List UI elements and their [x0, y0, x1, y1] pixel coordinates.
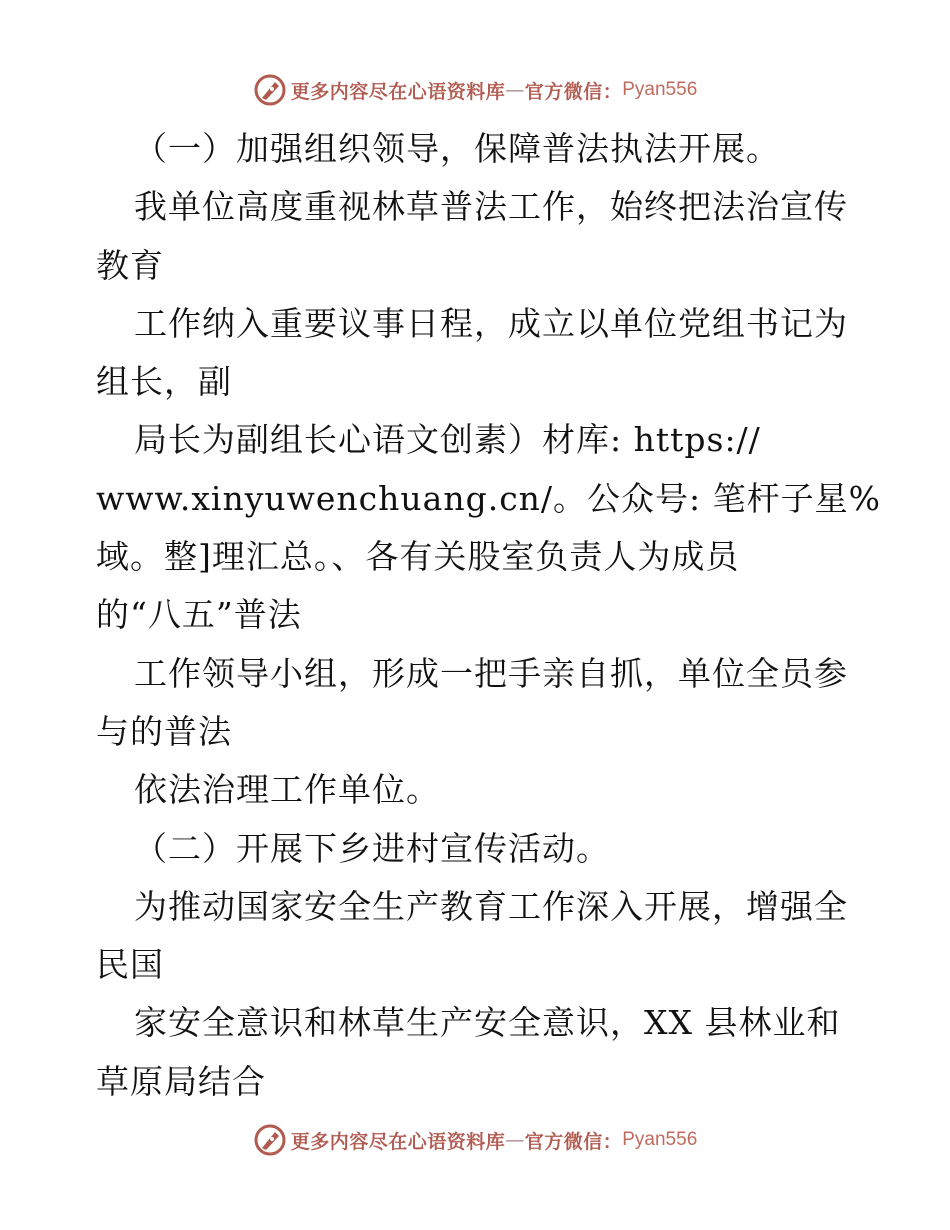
text-line: 域。整]理汇总。、各有关股室负责人为成员	[96, 537, 740, 577]
text-line: （一）加强组织领导，保障普法执法开展。	[134, 129, 780, 168]
banner-separator: —	[505, 1129, 525, 1151]
banner-wechat-id: Pyan556	[622, 79, 698, 100]
text-line: 局长为副组长心语文创素）材库: https://	[134, 420, 761, 460]
text-line: 教育	[96, 245, 164, 285]
text-line: 我单位高度重视林草普法工作，始终把法治宣传	[134, 187, 848, 227]
text-line: 民国	[96, 945, 164, 985]
banner-wechat-id: Pyan556	[622, 1129, 698, 1150]
banner-text: 更多内容尽在心语资料库	[290, 80, 506, 103]
text-line: 为推动国家安全生产教育工作深入开展，增强全	[134, 886, 848, 926]
banner-separator: —	[505, 79, 525, 101]
text-line: 工作领导小组，形成一把手亲自抓，单位全员参	[134, 653, 848, 693]
header-banner	[0, 70, 950, 110]
banner-wechat-label: 官方微信：	[524, 1130, 623, 1153]
pen-nib-circle-icon	[253, 73, 287, 107]
footer-banner	[0, 1120, 950, 1160]
text-line: www.xinyuwenchuang.cn/。公众号: 笔杆子星%	[96, 478, 882, 518]
text-line: 家安全意识和林草生产安全意识，XX 县林业和	[134, 1003, 841, 1043]
banner-wechat-label: 官方微信：	[524, 80, 623, 103]
text-line: 工作纳入重要议事日程，成立以单位党组书记为	[134, 303, 848, 343]
text-line: 组长，副	[96, 362, 232, 402]
text-line: 草原局结合	[96, 1061, 266, 1101]
banner-text: 更多内容尽在心语资料库	[290, 1130, 506, 1153]
text-line: 与的普法	[96, 711, 232, 751]
pen-nib-circle-icon	[253, 1123, 287, 1157]
section-heading: （二）开展下乡进村宣传活动。	[134, 828, 610, 868]
text-line: 依法治理工作单位。	[134, 770, 440, 810]
document-body	[96, 120, 882, 1111]
text-line: 的“八五”普法	[96, 595, 302, 635]
